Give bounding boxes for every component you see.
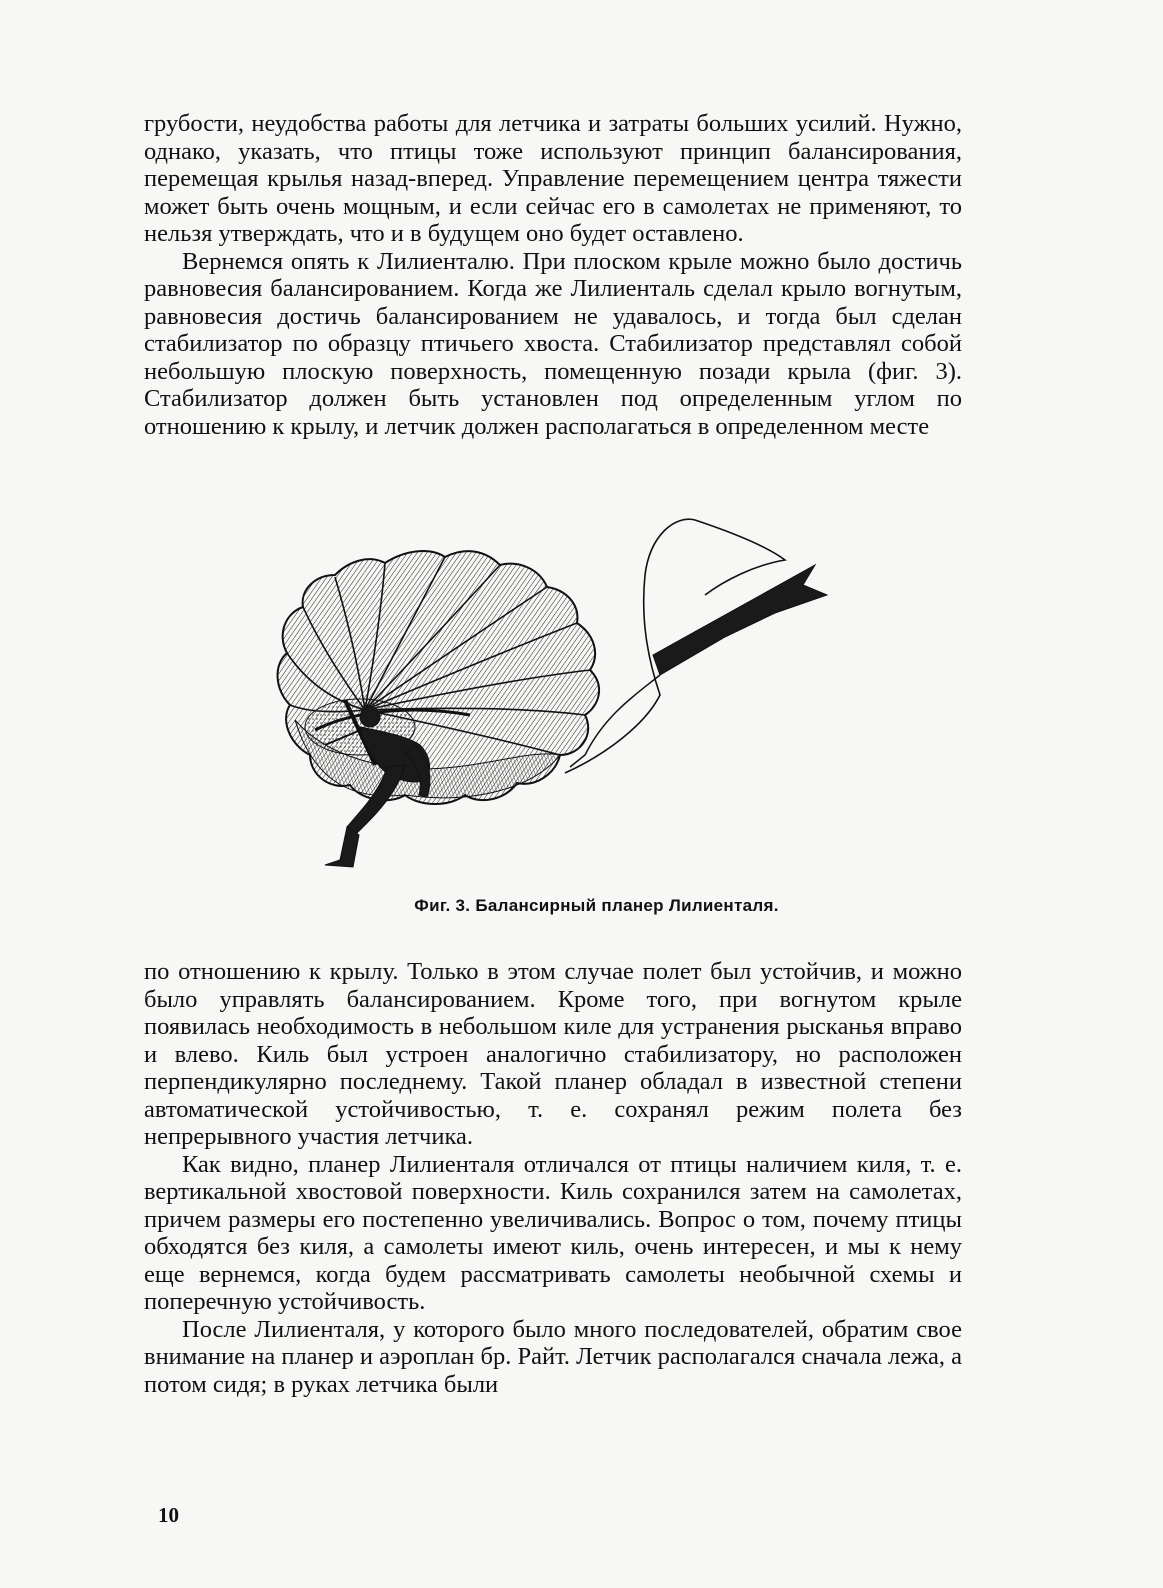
text-block-bottom xyxy=(144,958,962,1398)
text-block-top xyxy=(144,110,962,440)
paragraph: Как видно, планер Лилиенталя отличался от птицы наличием киля, т. е. вертикальной хвостовой поверхности. Киль сохранился затем на самолетах, причем размеры его постепенно увеличивались. Вопрос о том, почему птицы обходятся без киля, а самолеты имеют киль, очень интересен, и мы к нему еще вернемся, когда будем рассматривать самолеты необычной схемы и поперечную устойчивость. xyxy=(144,1150,962,1315)
paragraph: грубости, неудобства работы для летчика и затраты больших усилий. Нужно, однако, указать, что птицы тоже используют принцип балансирования, перемещая крылья назад-вперед. Управление перемещением центра тяжести может быть очень мощным, и если сейчас его в самолетах не применяют, то нельзя утверждать, что и в будущем оно будет оставлено. xyxy=(144,110,962,247)
glider-illustration xyxy=(255,505,875,885)
figure-caption-text: Фиг. 3. Балансирный планер Лилиенталя. xyxy=(414,896,779,915)
page-number: 10 xyxy=(158,1503,179,1527)
paragraph: по отношению к крылу. Только в этом случае полет был устойчив, и можно было управлять балансированием. Кроме того, при вогнутом крыле появилась необходимость в небольшом киле для устранения рысканья вправо и влево. Киль был устроен аналогично стабилизатору, но расположен перпендикулярно последнему. Такой планер обладал в известной степени автоматической устойчивостью, т. е. сохранял режим полета без непрерывного участия летчика. xyxy=(144,958,962,1150)
paragraph: Вернемся опять к Лилиенталю. При плоском крыле можно было достичь равновесия балансированием. Когда же Лилиенталь сделал крыло вогнутым, равновесия достичь балансированием не удавалось, и тогда был сделан стабилизатор по образцу птичьего хвоста. Стабилизатор представлял собой небольшую плоскую поверхность, помещенную позади крыла (фиг. 3). Стабилизатор должен быть установлен под определенным углом по отношению к крылу, и летчик должен располагаться в определенном месте xyxy=(144,247,962,440)
figure-caption xyxy=(0,896,1163,916)
paragraph: После Лилиенталя, у которого было много последователей, обратим свое внимание на планер и аэроплан бр. Райт. Летчик располагался сначала лежа, а потом сидя; в руках летчика были xyxy=(144,1315,962,1398)
